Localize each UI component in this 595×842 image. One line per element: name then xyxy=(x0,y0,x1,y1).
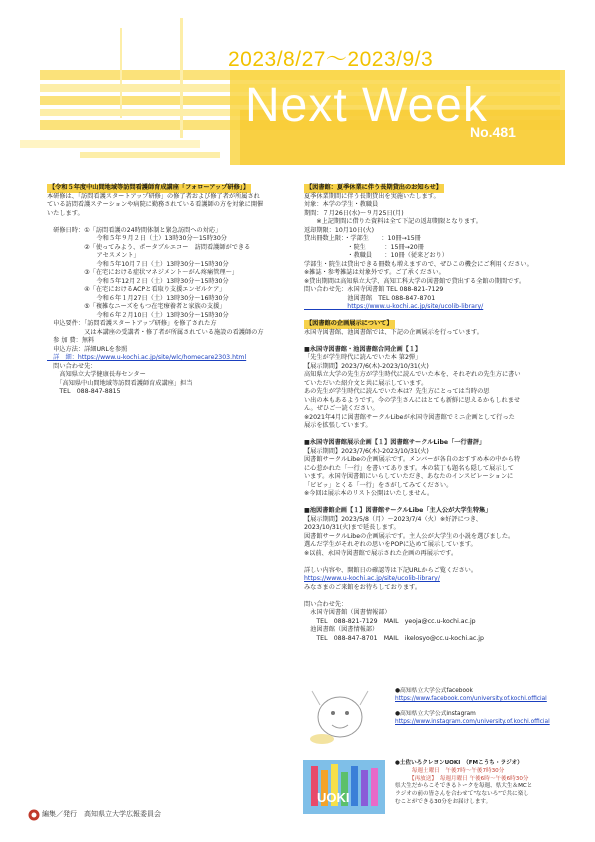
right-column-line: に心惹かれた「一行」を書いてあります。本の装丁も題名も隠して展示して xyxy=(304,464,514,472)
right-column-line: 図書館サークルLibeの企画展示です。メンバーが各自のおすすめ本の中から特 xyxy=(304,456,521,463)
right-column-line: 永国寺図書館（図書情報部） xyxy=(304,609,391,616)
right-column-line: 「ビビッ」とくる「一行」をさがしてみてください。 xyxy=(304,481,453,489)
right-column-line: 期間：７月26日(水)～９月25日(月) xyxy=(304,209,404,217)
right-column-line: ※雑誌・参考雑誌は対象外です。ご了承ください。 xyxy=(304,269,445,276)
left-column-line: 令和５年12月２日（土）13時30分～15時30分 xyxy=(47,277,229,285)
left-column-line: ⑤「複雑なニーズをもつ在宅療養者と家族の支援」 xyxy=(47,303,226,310)
left-column-line: 参 加 費：無料 xyxy=(47,337,95,344)
right-column-line: ※今回は展示本のリスト公開はいたしません。 xyxy=(304,490,434,497)
right-column-line: ■池図書館企画【１】図書館サークルLibe「主人公が大学生特集」 xyxy=(304,507,492,514)
right-column-line: 貸出冊数上限：・学部生 ：10冊→15冊 xyxy=(304,235,421,242)
footer-credit: 編集／発行 高知県立大学広報委員会 xyxy=(42,810,161,818)
right-column-line: ※上記期間に借りた資料は全て下記の返却期限となります。 xyxy=(304,218,482,225)
facebook-block xyxy=(395,687,547,703)
right-column-line: みなさまのご来館をお待ちしております。 xyxy=(304,583,422,591)
right-column-line: 問い合わせ先： xyxy=(304,600,348,608)
right-column-line: 図書館サークルLibeの企画展示です。主人公が大学生の小説を選びました。 xyxy=(304,532,515,540)
right-column-line: 学部生・院生は貸出できる冊数も増えますので、ぜひこの機会にご利用ください。 xyxy=(304,260,533,268)
right-column-line: 展示を拡張しています。 xyxy=(304,422,372,429)
left-column-line: 申込要件：「訪問看護スタートアップ研修」を修了された方 xyxy=(47,320,217,327)
left-column-line: 申込方法：詳細URLを参照 xyxy=(47,345,128,353)
right-column-line: ※2021年4月に図書館サークルLibeが永国寺図書館でミニ企画として行った xyxy=(304,413,515,421)
right-column-line: ・院生 ：15冊→20冊 xyxy=(304,243,424,251)
right-column-line: ■永国寺図書館展示企画【１】図書館サークルLibe「一行書評」 xyxy=(304,439,486,446)
left-column-line: ②「使ってみよう、ポータブルエコー 訪問看護師ができる xyxy=(47,243,251,251)
radio-line: むことができる30分をお届けします。 xyxy=(395,798,492,805)
right-column-line: 問い合わせ先：永国寺図書館 TEL 088-821-7129 xyxy=(304,286,444,293)
right-column-line: 対象：本学の学生・教職員 xyxy=(304,201,379,208)
right-column-line: 「先生が学生時代に読んでいた本 第2弾」 xyxy=(304,354,422,361)
date-range: 2023/8/27～2023/9/3 xyxy=(228,48,434,71)
right-column-line xyxy=(304,499,554,508)
cartoon-illustration xyxy=(302,683,372,749)
left-column-line: 研修日時：①「訪問看護の24時間体制と緊急訪問への対応」 xyxy=(47,226,222,234)
radio-line: ●土佐いろクレヨンUOKI （FMこうち・ラジオ） xyxy=(395,760,523,766)
instagram-label: ●高知県立大学公式instagram xyxy=(395,711,476,717)
radio-badge: UOKI xyxy=(317,790,350,805)
radio-line: ラジオの前の皆さんを合わせて"なないろ"で共に楽し xyxy=(395,791,529,798)
right-column-line xyxy=(304,337,554,346)
radio-description xyxy=(395,760,565,807)
section-heading: 【図書館：夏季休業に伴う長期貸出のお知らせ】 xyxy=(306,184,442,191)
left-column-line: 問い合わせ先： xyxy=(47,362,97,370)
left-column-line: 本研修は、「訪問看護スタートアップ研修」の修了者および修了者が所属され xyxy=(47,192,260,200)
right-column-line: 返却期限：10月10日(火) xyxy=(304,226,375,234)
left-column-line: 令和５年10月７日（土）13時30分～15時30分 xyxy=(47,260,229,268)
right-column-article xyxy=(304,184,554,643)
left-column-article xyxy=(47,184,295,397)
right-column-line: 【展示期間】2023/7/6(木)-2023/10/31(火) xyxy=(304,447,429,455)
right-column-line: 【展示期間】2023/5/8（月）～2023/7/4（火）※好評につき、 xyxy=(304,515,482,523)
right-column-line: 選んだ学生がそれぞれの思いをPOPに込めて展示しています。 xyxy=(304,541,477,548)
left-column-line: 「高知県中山間地域等訪問看護師育成講座」担当 xyxy=(47,379,193,387)
right-column-line: 【展示期間】2023/7/6(木)-2023/10/31(火) xyxy=(304,362,429,370)
right-column-line: あの先生が学生時代に読んでいた本は？先生方にとっては当時の思 xyxy=(304,388,490,395)
facebook-label: ●高知県立大学公式facebook xyxy=(395,688,473,694)
right-column-line xyxy=(304,312,554,321)
right-column-line: TEL 088-847-8701 MAIL ikelosyo@cc.u-kochi.ac.jp xyxy=(304,634,484,642)
right-column-line: 2023/10/31(火)まで延長します。 xyxy=(304,524,400,531)
right-column-line: い出の本もあるようです。今の学生さんにはとても新鮮に思えるかもしれませ xyxy=(304,396,521,404)
left-column-line xyxy=(47,218,295,227)
left-column-line: 令和６年１月27日（土）13時30分～16時30分 xyxy=(47,294,229,302)
university-logo-icon xyxy=(28,806,40,818)
right-column-line: ん。ぜひご一読ください。 xyxy=(304,405,379,412)
facebook-link[interactable]: https://www.facebook.com/university.of.kochi.official xyxy=(395,696,547,702)
right-column-line[interactable]: https://www.u-kochi.ac.jp/site/ucolib-library/ xyxy=(304,303,484,310)
left-column-line: 令和６年２月10日（土）13時30分～15時30分 xyxy=(47,311,229,319)
right-column-line: 永国寺図書館、池図書館では、下記の企画展示を行っています。 xyxy=(304,328,483,336)
newsletter-header xyxy=(0,0,595,176)
right-column-line: ※以前、永国寺図書館で展示された企画の再展示です。 xyxy=(304,549,458,557)
right-column-line xyxy=(304,431,554,440)
right-column-line: ■永国寺図書館・池図書館合同企画【１】 xyxy=(304,345,422,353)
left-column-line: TEL 088-847-8815 xyxy=(47,388,121,395)
left-column-line: いたします。 xyxy=(47,209,84,217)
left-column-line: アセスメント」 xyxy=(47,252,140,259)
left-column-line: 令和５年９月２日（土）13時30分～15時30分 xyxy=(47,235,227,242)
right-column-line xyxy=(304,184,554,193)
left-column-line: 又は本講座の受講者・修了者が所属されている施設の看護師の方 xyxy=(47,328,264,336)
right-column-line: ていただいた紹介文と共に展示しています。 xyxy=(304,379,428,387)
right-column-line: ・教職員 ：10冊（従来どおり） xyxy=(304,252,448,259)
right-column-line: 池図書館（図書情報部） xyxy=(304,626,379,633)
right-column-line[interactable]: https://www.u-kochi.ac.jp/site/ucolib-library/ xyxy=(304,575,440,582)
right-column-line: 高知県立大学の先生方が学生時代に読んでいた本を、それぞれの先生方に書い xyxy=(304,371,521,378)
right-column-line: います。永国寺図書館にいらしていただき、あなたのインスピレーションに xyxy=(304,473,514,480)
section-heading: 【図書館の企画展示について】 xyxy=(306,320,393,327)
radio-crayon-image xyxy=(303,760,385,814)
left-column-line: ている訪問看護ステーションや病院に勤務されている看護師の方を対象に開催 xyxy=(47,201,264,208)
radio-line: 【再放送】 毎週月曜日 午後6時～午後6時30分 xyxy=(395,775,529,782)
right-column-line xyxy=(304,320,554,329)
right-column-line: TEL 088-821-7129 MAIL yeoja@cc.u-kochi.ac.jp xyxy=(304,617,476,625)
right-column-line: ※貸出期間は高知県立大学、高知工科大学の図書館で貸出する全館の期間です。 xyxy=(304,277,526,285)
left-column-line: ③「在宅における症状マネジメント～がん疼痛管理～」 xyxy=(47,269,238,276)
right-column-line: 夏季休業期間に伴う長期貸出を実施いたします。 xyxy=(304,192,440,200)
right-column-line: 詳しい内容や、開館日の確認等は下記URLからご覧ください。 xyxy=(304,566,478,574)
right-column-line xyxy=(304,592,554,601)
instagram-block xyxy=(395,710,550,726)
section-heading: 【令和５年度中山間地域等訪問看護師育成講座「フォローアップ研修」】 xyxy=(49,184,250,191)
right-column-line xyxy=(304,558,554,567)
left-column-line[interactable]: 詳 細：https://www.u-kochi.ac.jp/site/wlc/homecare2303.html xyxy=(47,354,247,361)
instagram-link[interactable]: https://www.instagram.com/university.of.kochi.official xyxy=(395,719,550,725)
right-column-line: 池図書館 TEL 088-847-8701 xyxy=(304,294,436,302)
left-column-line: ④「在宅におけるACPと看取り支援エンゼルケア」 xyxy=(47,286,226,293)
radio-line: 毎週土曜日 午後7時～午後7時30分 xyxy=(395,767,505,774)
radio-line: 県大生だからこそできるトークを毎週、県大生＆MCと xyxy=(395,783,533,790)
newsletter-title: Next Week xyxy=(245,79,488,132)
issue-number: No.481 xyxy=(470,124,516,140)
left-column-line xyxy=(47,184,295,193)
left-column-line: 高知県立大学健康長寿センター xyxy=(47,371,146,378)
